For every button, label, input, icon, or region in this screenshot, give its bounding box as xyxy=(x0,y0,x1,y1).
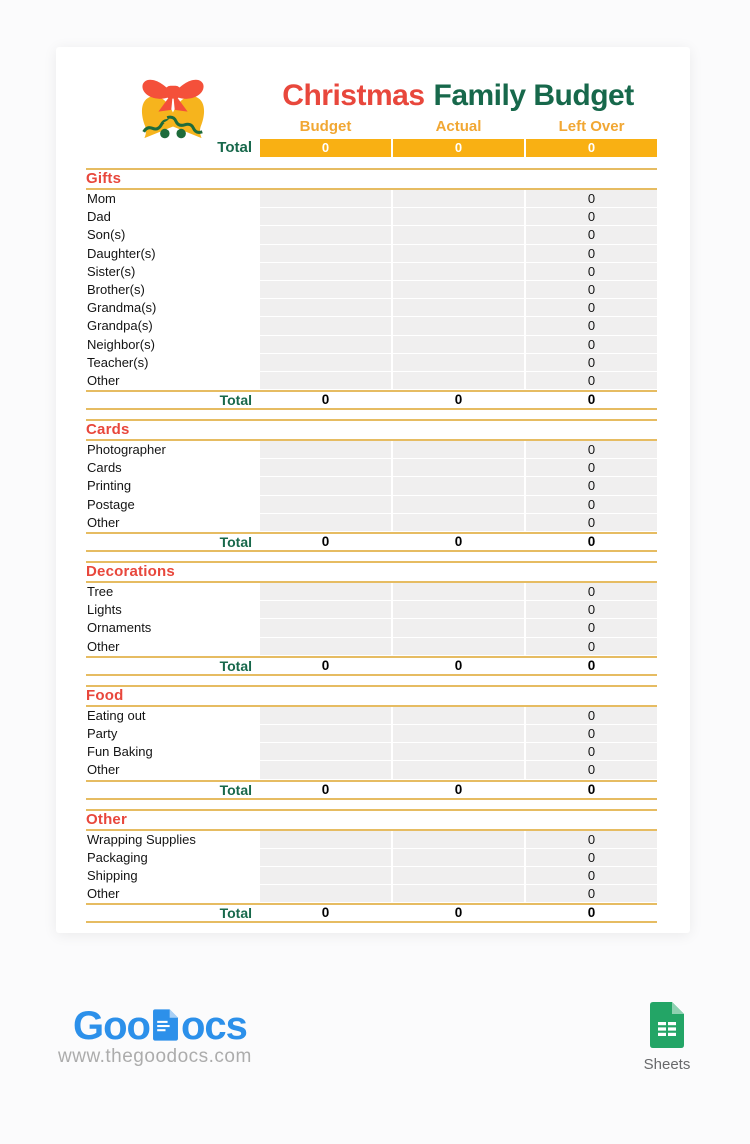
goodocs-logo[interactable] xyxy=(73,1004,247,1048)
budget-section xyxy=(86,168,657,410)
item-label: Other xyxy=(87,514,120,530)
table-row xyxy=(86,263,657,281)
budget-template-card xyxy=(56,47,690,933)
budget-section xyxy=(86,685,657,800)
column-header-leftover: Left Over xyxy=(558,118,625,135)
item-leftover-cell[interactable] xyxy=(526,299,657,317)
section-total-value: 0 xyxy=(587,905,596,921)
google-sheets-icon xyxy=(650,1002,684,1048)
table-row xyxy=(86,743,657,761)
section-title: Food xyxy=(86,686,124,704)
item-label: Teacher(s) xyxy=(87,354,149,370)
section-total-row xyxy=(86,390,657,410)
item-actual-cell[interactable] xyxy=(393,583,524,601)
item-budget-cell[interactable] xyxy=(260,514,391,532)
table-row xyxy=(86,459,657,477)
item-label: Mom xyxy=(87,191,116,206)
item-budget-cell[interactable] xyxy=(260,317,391,335)
item-budget-cell[interactable] xyxy=(260,299,391,317)
section-header xyxy=(86,419,657,441)
sections xyxy=(86,168,657,932)
table-row xyxy=(86,441,657,459)
item-budget-cell[interactable] xyxy=(260,761,391,779)
item-leftover-value: 0 xyxy=(587,191,596,206)
item-actual-cell[interactable] xyxy=(393,317,524,335)
item-budget-cell[interactable] xyxy=(260,885,391,903)
item-label: Shipping xyxy=(87,867,138,883)
budget-section xyxy=(86,561,657,676)
item-actual-cell[interactable] xyxy=(393,849,524,867)
item-label: Ornaments xyxy=(87,620,152,636)
page-title-rest: Family Budget xyxy=(433,79,634,112)
table-row xyxy=(86,281,657,299)
item-budget-cell[interactable] xyxy=(260,372,391,390)
item-budget-cell[interactable] xyxy=(260,601,391,619)
section-total-label: Total xyxy=(219,905,252,922)
item-actual-cell[interactable] xyxy=(393,743,524,761)
item-budget-cell[interactable] xyxy=(260,831,391,849)
section-total-value: 0 xyxy=(587,657,596,673)
table-row xyxy=(86,226,657,244)
item-leftover-cell[interactable] xyxy=(526,317,657,335)
section-total-value: 0 xyxy=(587,781,596,797)
item-label: Other xyxy=(87,638,120,654)
section-total-label: Total xyxy=(219,392,252,409)
item-budget-cell[interactable] xyxy=(260,245,391,263)
column-headers xyxy=(86,118,657,135)
item-leftover-cell[interactable] xyxy=(526,638,657,656)
section-total-row xyxy=(86,903,657,923)
item-actual-cell[interactable] xyxy=(393,477,524,495)
item-leftover-value: 0 xyxy=(587,336,596,352)
section-header xyxy=(86,561,657,583)
item-label: Lights xyxy=(87,602,122,618)
section-rows xyxy=(86,831,657,904)
budget-section xyxy=(86,809,657,924)
grand-total-label: Total xyxy=(217,139,252,156)
item-label: Other xyxy=(87,372,120,388)
item-actual-cell[interactable] xyxy=(393,725,524,743)
item-leftover-cell[interactable] xyxy=(526,867,657,885)
item-leftover-value: 0 xyxy=(587,602,596,618)
grand-total-budget-cell[interactable]: 0 xyxy=(260,139,391,157)
item-leftover-value: 0 xyxy=(587,372,596,388)
item-leftover-cell[interactable] xyxy=(526,619,657,637)
item-leftover-value: 0 xyxy=(587,318,596,334)
item-leftover-cell[interactable] xyxy=(526,477,657,495)
item-leftover-cell[interactable] xyxy=(526,354,657,372)
item-actual-cell[interactable] xyxy=(393,459,524,477)
section-total-row xyxy=(86,532,657,552)
item-leftover-value: 0 xyxy=(587,762,596,778)
item-leftover-cell[interactable] xyxy=(526,601,657,619)
item-leftover-cell[interactable] xyxy=(526,496,657,514)
item-actual-cell[interactable] xyxy=(393,514,524,532)
item-label: Wrapping Supplies xyxy=(87,831,196,847)
section-total-value: 0 xyxy=(454,905,463,921)
item-budget-cell[interactable] xyxy=(260,496,391,514)
item-leftover-cell[interactable] xyxy=(526,372,657,390)
section-header xyxy=(86,685,657,707)
item-budget-cell[interactable] xyxy=(260,725,391,743)
item-budget-cell[interactable] xyxy=(260,226,391,244)
item-budget-cell[interactable] xyxy=(260,707,391,725)
section-total-label: Total xyxy=(219,534,252,550)
item-leftover-cell[interactable] xyxy=(526,459,657,477)
item-budget-cell[interactable] xyxy=(260,263,391,281)
section-total-value: 0 xyxy=(587,534,596,549)
item-leftover-value: 0 xyxy=(587,460,596,476)
table-row xyxy=(86,190,657,208)
table-row xyxy=(86,299,657,317)
section-title: Decorations xyxy=(86,563,175,580)
section-total-value: 0 xyxy=(454,534,463,549)
table-row xyxy=(86,477,657,495)
section-total-label: Total xyxy=(219,657,252,674)
table-row xyxy=(86,619,657,637)
section-title: Other xyxy=(86,810,128,828)
item-leftover-value: 0 xyxy=(587,886,596,902)
table-row xyxy=(86,336,657,354)
item-leftover-value: 0 xyxy=(587,620,596,636)
item-leftover-cell[interactable] xyxy=(526,583,657,601)
item-actual-cell[interactable] xyxy=(393,601,524,619)
item-label: Other xyxy=(87,762,120,778)
item-leftover-cell[interactable] xyxy=(526,849,657,867)
item-leftover-value: 0 xyxy=(587,744,596,760)
section-total-value: 0 xyxy=(454,392,463,408)
section-title: Gifts xyxy=(86,170,122,187)
item-budget-cell[interactable] xyxy=(260,638,391,656)
section-total-value: 0 xyxy=(321,781,330,797)
item-leftover-value: 0 xyxy=(587,227,596,243)
item-budget-cell[interactable] xyxy=(260,743,391,761)
item-leftover-value: 0 xyxy=(587,496,596,512)
table-row xyxy=(86,867,657,885)
item-leftover-value: 0 xyxy=(587,281,596,297)
item-label: Eating out xyxy=(87,707,146,723)
item-budget-cell[interactable] xyxy=(260,619,391,637)
section-total-label: Total xyxy=(219,781,252,798)
item-actual-cell[interactable] xyxy=(393,831,524,849)
item-label: Dad xyxy=(87,209,111,225)
website-url[interactable]: www.thegoodocs.com xyxy=(58,1046,252,1067)
column-header-budget: Budget xyxy=(299,118,352,135)
item-budget-cell[interactable] xyxy=(260,336,391,354)
google-sheets-badge[interactable] xyxy=(636,1002,698,1073)
section-total-value: 0 xyxy=(321,392,330,408)
item-leftover-value: 0 xyxy=(587,209,596,225)
item-label: Party xyxy=(87,725,118,741)
item-leftover-cell[interactable] xyxy=(526,885,657,903)
item-budget-cell[interactable] xyxy=(260,867,391,885)
item-actual-cell[interactable] xyxy=(393,372,524,390)
item-label: Packaging xyxy=(87,849,148,865)
page-title xyxy=(236,77,680,115)
table-row xyxy=(86,496,657,514)
item-budget-cell[interactable] xyxy=(260,441,391,459)
budget-section xyxy=(86,419,657,552)
table-row xyxy=(86,372,657,390)
table-row xyxy=(86,831,657,849)
item-label: Photographer xyxy=(87,442,166,458)
item-leftover-value: 0 xyxy=(587,245,596,261)
item-leftover-value: 0 xyxy=(587,514,596,530)
page-title-accent: Christmas xyxy=(282,79,425,112)
grand-total-row xyxy=(86,139,657,157)
item-leftover-cell[interactable] xyxy=(526,761,657,779)
goodocs-logo-part1: Goo xyxy=(73,1003,150,1048)
item-leftover-cell[interactable] xyxy=(526,263,657,281)
section-rows xyxy=(86,707,657,780)
item-budget-cell[interactable] xyxy=(260,281,391,299)
section-rows xyxy=(86,583,657,656)
grand-total-leftover-cell[interactable]: 0 xyxy=(526,139,657,157)
section-total-value: 0 xyxy=(454,657,463,673)
section-header xyxy=(86,168,657,190)
item-leftover-cell[interactable] xyxy=(526,707,657,725)
section-total-row xyxy=(86,780,657,800)
table-row xyxy=(86,707,657,725)
item-label: Sister(s) xyxy=(87,263,136,279)
grand-total-actual-cell[interactable]: 0 xyxy=(393,139,524,157)
item-label: Tree xyxy=(87,584,114,599)
table-row xyxy=(86,317,657,335)
item-actual-cell[interactable] xyxy=(393,336,524,354)
item-actual-cell[interactable] xyxy=(393,761,524,779)
item-leftover-value: 0 xyxy=(587,354,596,370)
item-actual-cell[interactable] xyxy=(393,619,524,637)
item-budget-cell[interactable] xyxy=(260,849,391,867)
item-actual-cell[interactable] xyxy=(393,496,524,514)
section-total-value: 0 xyxy=(587,392,596,408)
item-actual-cell[interactable] xyxy=(393,208,524,226)
section-rows xyxy=(86,441,657,532)
item-leftover-cell[interactable] xyxy=(526,831,657,849)
item-leftover-cell[interactable] xyxy=(526,190,657,208)
section-total-value: 0 xyxy=(321,905,330,921)
table-row xyxy=(86,885,657,903)
item-leftover-cell[interactable] xyxy=(526,725,657,743)
item-label: Fun Baking xyxy=(87,744,153,760)
item-actual-cell[interactable] xyxy=(393,867,524,885)
item-actual-cell[interactable] xyxy=(393,707,524,725)
item-label: Neighbor(s) xyxy=(87,336,155,352)
item-label: Other xyxy=(87,886,120,902)
section-total-value: 0 xyxy=(321,657,330,673)
table-row xyxy=(86,208,657,226)
item-leftover-value: 0 xyxy=(587,442,596,458)
item-leftover-cell[interactable] xyxy=(526,226,657,244)
section-header xyxy=(86,809,657,831)
item-actual-cell[interactable] xyxy=(393,263,524,281)
item-label: Grandma(s) xyxy=(87,300,157,316)
item-actual-cell[interactable] xyxy=(393,299,524,317)
goodocs-logo-part2: ocs xyxy=(180,1003,247,1048)
item-actual-cell[interactable] xyxy=(393,226,524,244)
table-row xyxy=(86,849,657,867)
item-label: Postage xyxy=(87,496,135,512)
item-budget-cell[interactable] xyxy=(260,477,391,495)
item-label: Cards xyxy=(87,460,122,476)
table-row xyxy=(86,761,657,779)
item-budget-cell[interactable] xyxy=(260,208,391,226)
document-icon xyxy=(152,1008,179,1042)
item-label: Brother(s) xyxy=(87,281,145,297)
item-leftover-cell[interactable] xyxy=(526,743,657,761)
section-title: Cards xyxy=(86,421,130,439)
item-leftover-cell[interactable] xyxy=(526,441,657,459)
table-row xyxy=(86,638,657,656)
item-budget-cell[interactable] xyxy=(260,583,391,601)
item-leftover-value: 0 xyxy=(587,849,596,865)
item-leftover-cell[interactable] xyxy=(526,514,657,532)
table-row xyxy=(86,514,657,532)
table-row xyxy=(86,354,657,372)
sheets-label: Sheets xyxy=(643,1056,691,1073)
table-row xyxy=(86,601,657,619)
item-actual-cell[interactable] xyxy=(393,638,524,656)
table-row xyxy=(86,245,657,263)
item-actual-cell[interactable] xyxy=(393,441,524,459)
item-budget-cell[interactable] xyxy=(260,459,391,477)
item-actual-cell[interactable] xyxy=(393,281,524,299)
item-budget-cell[interactable] xyxy=(260,354,391,372)
table-row xyxy=(86,725,657,743)
item-leftover-value: 0 xyxy=(587,300,596,316)
section-total-value: 0 xyxy=(321,534,330,549)
item-actual-cell[interactable] xyxy=(393,354,524,372)
section-total-value: 0 xyxy=(454,781,463,797)
column-header-actual: Actual xyxy=(435,118,482,135)
item-actual-cell[interactable] xyxy=(393,245,524,263)
item-label: Son(s) xyxy=(87,227,126,243)
item-leftover-value: 0 xyxy=(587,867,596,883)
section-total-row xyxy=(86,656,657,676)
item-actual-cell[interactable] xyxy=(393,190,524,208)
item-leftover-cell[interactable] xyxy=(526,245,657,263)
item-leftover-value: 0 xyxy=(587,584,596,599)
section-rows xyxy=(86,190,657,390)
item-leftover-value: 0 xyxy=(587,638,596,654)
item-leftover-cell[interactable] xyxy=(526,336,657,354)
item-label: Printing xyxy=(87,478,132,494)
item-leftover-cell[interactable] xyxy=(526,281,657,299)
table-row xyxy=(86,583,657,601)
item-label: Grandpa(s) xyxy=(87,318,153,334)
item-leftover-value: 0 xyxy=(587,725,596,741)
item-leftover-value: 0 xyxy=(587,831,596,847)
item-budget-cell[interactable] xyxy=(260,190,391,208)
item-leftover-value: 0 xyxy=(587,263,596,279)
item-leftover-value: 0 xyxy=(587,707,596,723)
item-actual-cell[interactable] xyxy=(393,885,524,903)
item-leftover-value: 0 xyxy=(587,478,596,494)
item-label: Daughter(s) xyxy=(87,245,156,261)
item-leftover-cell[interactable] xyxy=(526,208,657,226)
